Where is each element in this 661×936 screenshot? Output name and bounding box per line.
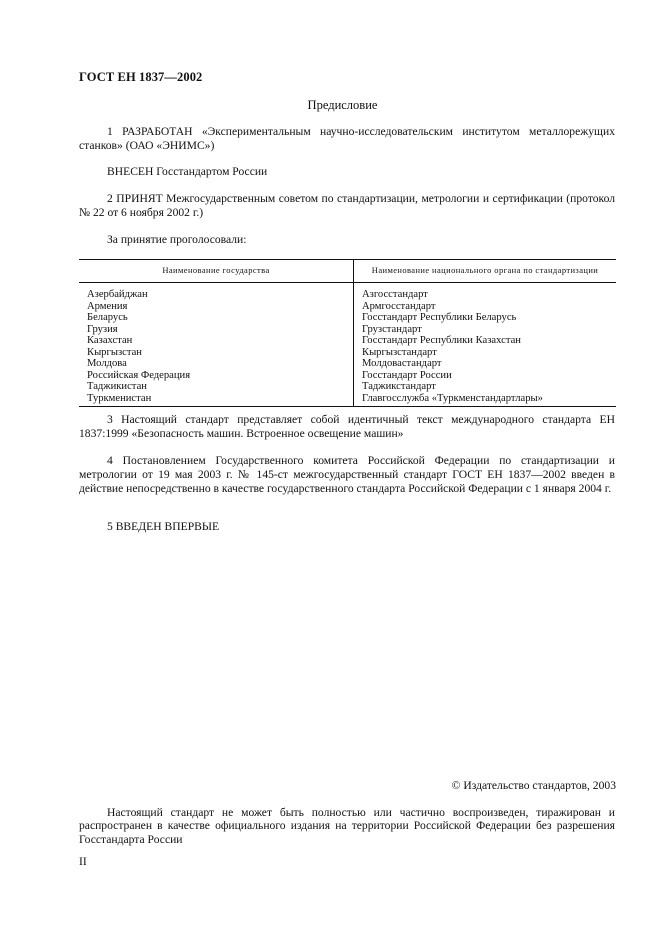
state-cell: Казахстан xyxy=(79,335,354,347)
table-row xyxy=(79,393,616,407)
foreword-title: Предисловие xyxy=(307,98,378,112)
table-row xyxy=(79,312,616,324)
voting-states-table xyxy=(79,259,616,407)
reproduction-notice xyxy=(79,806,615,846)
paragraph-adopted-text: 2 ПРИНЯТ Межгосударственным советом по стандартизации, метрологии и сертификации (протокол № 22 от 6 ноября 2002 г.) xyxy=(79,192,615,220)
paragraph-introduced xyxy=(79,165,615,179)
national-body-cell: Госстандарт России xyxy=(362,369,452,381)
national-body-cell: Армгосстандарт xyxy=(362,300,436,312)
national-body-cell: Азгосстандарт xyxy=(362,289,428,300)
table-row xyxy=(79,335,616,347)
national-body-cell: Молдовастандарт xyxy=(362,358,442,369)
paragraph-first-introduced-text: 5 ВВЕДЕН ВПЕРВЫЕ xyxy=(107,520,220,533)
state-cell: Беларусь xyxy=(79,312,354,324)
table-row xyxy=(79,381,616,393)
paragraph-first-introduced xyxy=(79,520,615,534)
paragraph-developed-text: 1 РАЗРАБОТАН «Экспериментальным научно-исследовательским институтом металлорежущих станков» (ОАО «ЭНИМС») xyxy=(79,125,615,153)
paragraph-voted xyxy=(79,233,615,247)
state-cell: Грузия xyxy=(79,324,354,336)
state-cell: Кыргызстан xyxy=(79,347,354,359)
standard-code-header: ГОСТ ЕН 1837—2002 xyxy=(79,70,203,84)
state-cell: Армения xyxy=(79,301,354,313)
table-row xyxy=(79,324,616,336)
national-body-cell: Грузстандарт xyxy=(362,323,422,335)
reproduction-notice-text: Настоящий стандарт не может быть полностью или частично воспроизведен, тиражирован и распространен в качестве официального издания на территории Российской Федерации без разрешения Госстандарта России xyxy=(79,806,615,846)
national-body-cell: Кыргызстандарт xyxy=(362,346,437,358)
state-cell: Туркменистан xyxy=(79,393,354,407)
paragraph-resolution xyxy=(79,454,615,497)
column-header-national-body: Наименование национального органа по стандартизации xyxy=(354,260,617,283)
table-row xyxy=(79,283,616,301)
state-cell: Российская Федерация xyxy=(79,370,354,382)
table-row xyxy=(79,370,616,382)
state-cell: Азербайджан xyxy=(79,283,354,301)
table-row xyxy=(79,301,616,313)
page-number: II xyxy=(79,855,87,868)
paragraph-identical-text-body: 3 Настоящий стандарт представляет собой идентичный текст международного стандарта ЕН 1837:1999 «Безопасность машин. Встроенное освещение машин» xyxy=(79,413,615,441)
paragraph-developed xyxy=(79,125,615,153)
state-cell: Таджикистан xyxy=(79,381,354,393)
paragraph-adopted xyxy=(79,192,615,220)
table-header-row xyxy=(79,260,616,283)
paragraph-introduced-text: ВНЕСЕН Госстандартом России xyxy=(107,165,268,178)
national-body-cell: Госстандарт Республики Беларусь xyxy=(362,312,517,323)
voting-table-container xyxy=(79,259,616,407)
column-header-state: Наименование государства xyxy=(79,260,354,283)
paragraph-voted-text: За принятие проголосовали: xyxy=(107,233,247,246)
table-row xyxy=(79,358,616,370)
table-row xyxy=(79,347,616,359)
paragraph-resolution-text: 4 Постановлением Государственного комитета Российской Федерации по стандартизации и метрологии от 19 мая 2003 г. № 145-ст межгосударственный стандарт ГОСТ ЕН 1837—2002 введен в действие непосредственно в качестве государственного стандарта Российской Федерации с 1 января 2004 г. xyxy=(79,454,615,496)
state-cell: Молдова xyxy=(79,358,354,370)
national-body-cell: Таджикстандарт xyxy=(362,381,436,392)
copyright-line: © Издательство стандартов, 2003 xyxy=(451,779,616,792)
national-body-cell: Госстандарт Республики Казахстан xyxy=(362,335,521,346)
national-body-cell: Главгосслужба «Туркменстандартлары» xyxy=(354,393,617,407)
paragraph-identical-text xyxy=(79,413,615,441)
